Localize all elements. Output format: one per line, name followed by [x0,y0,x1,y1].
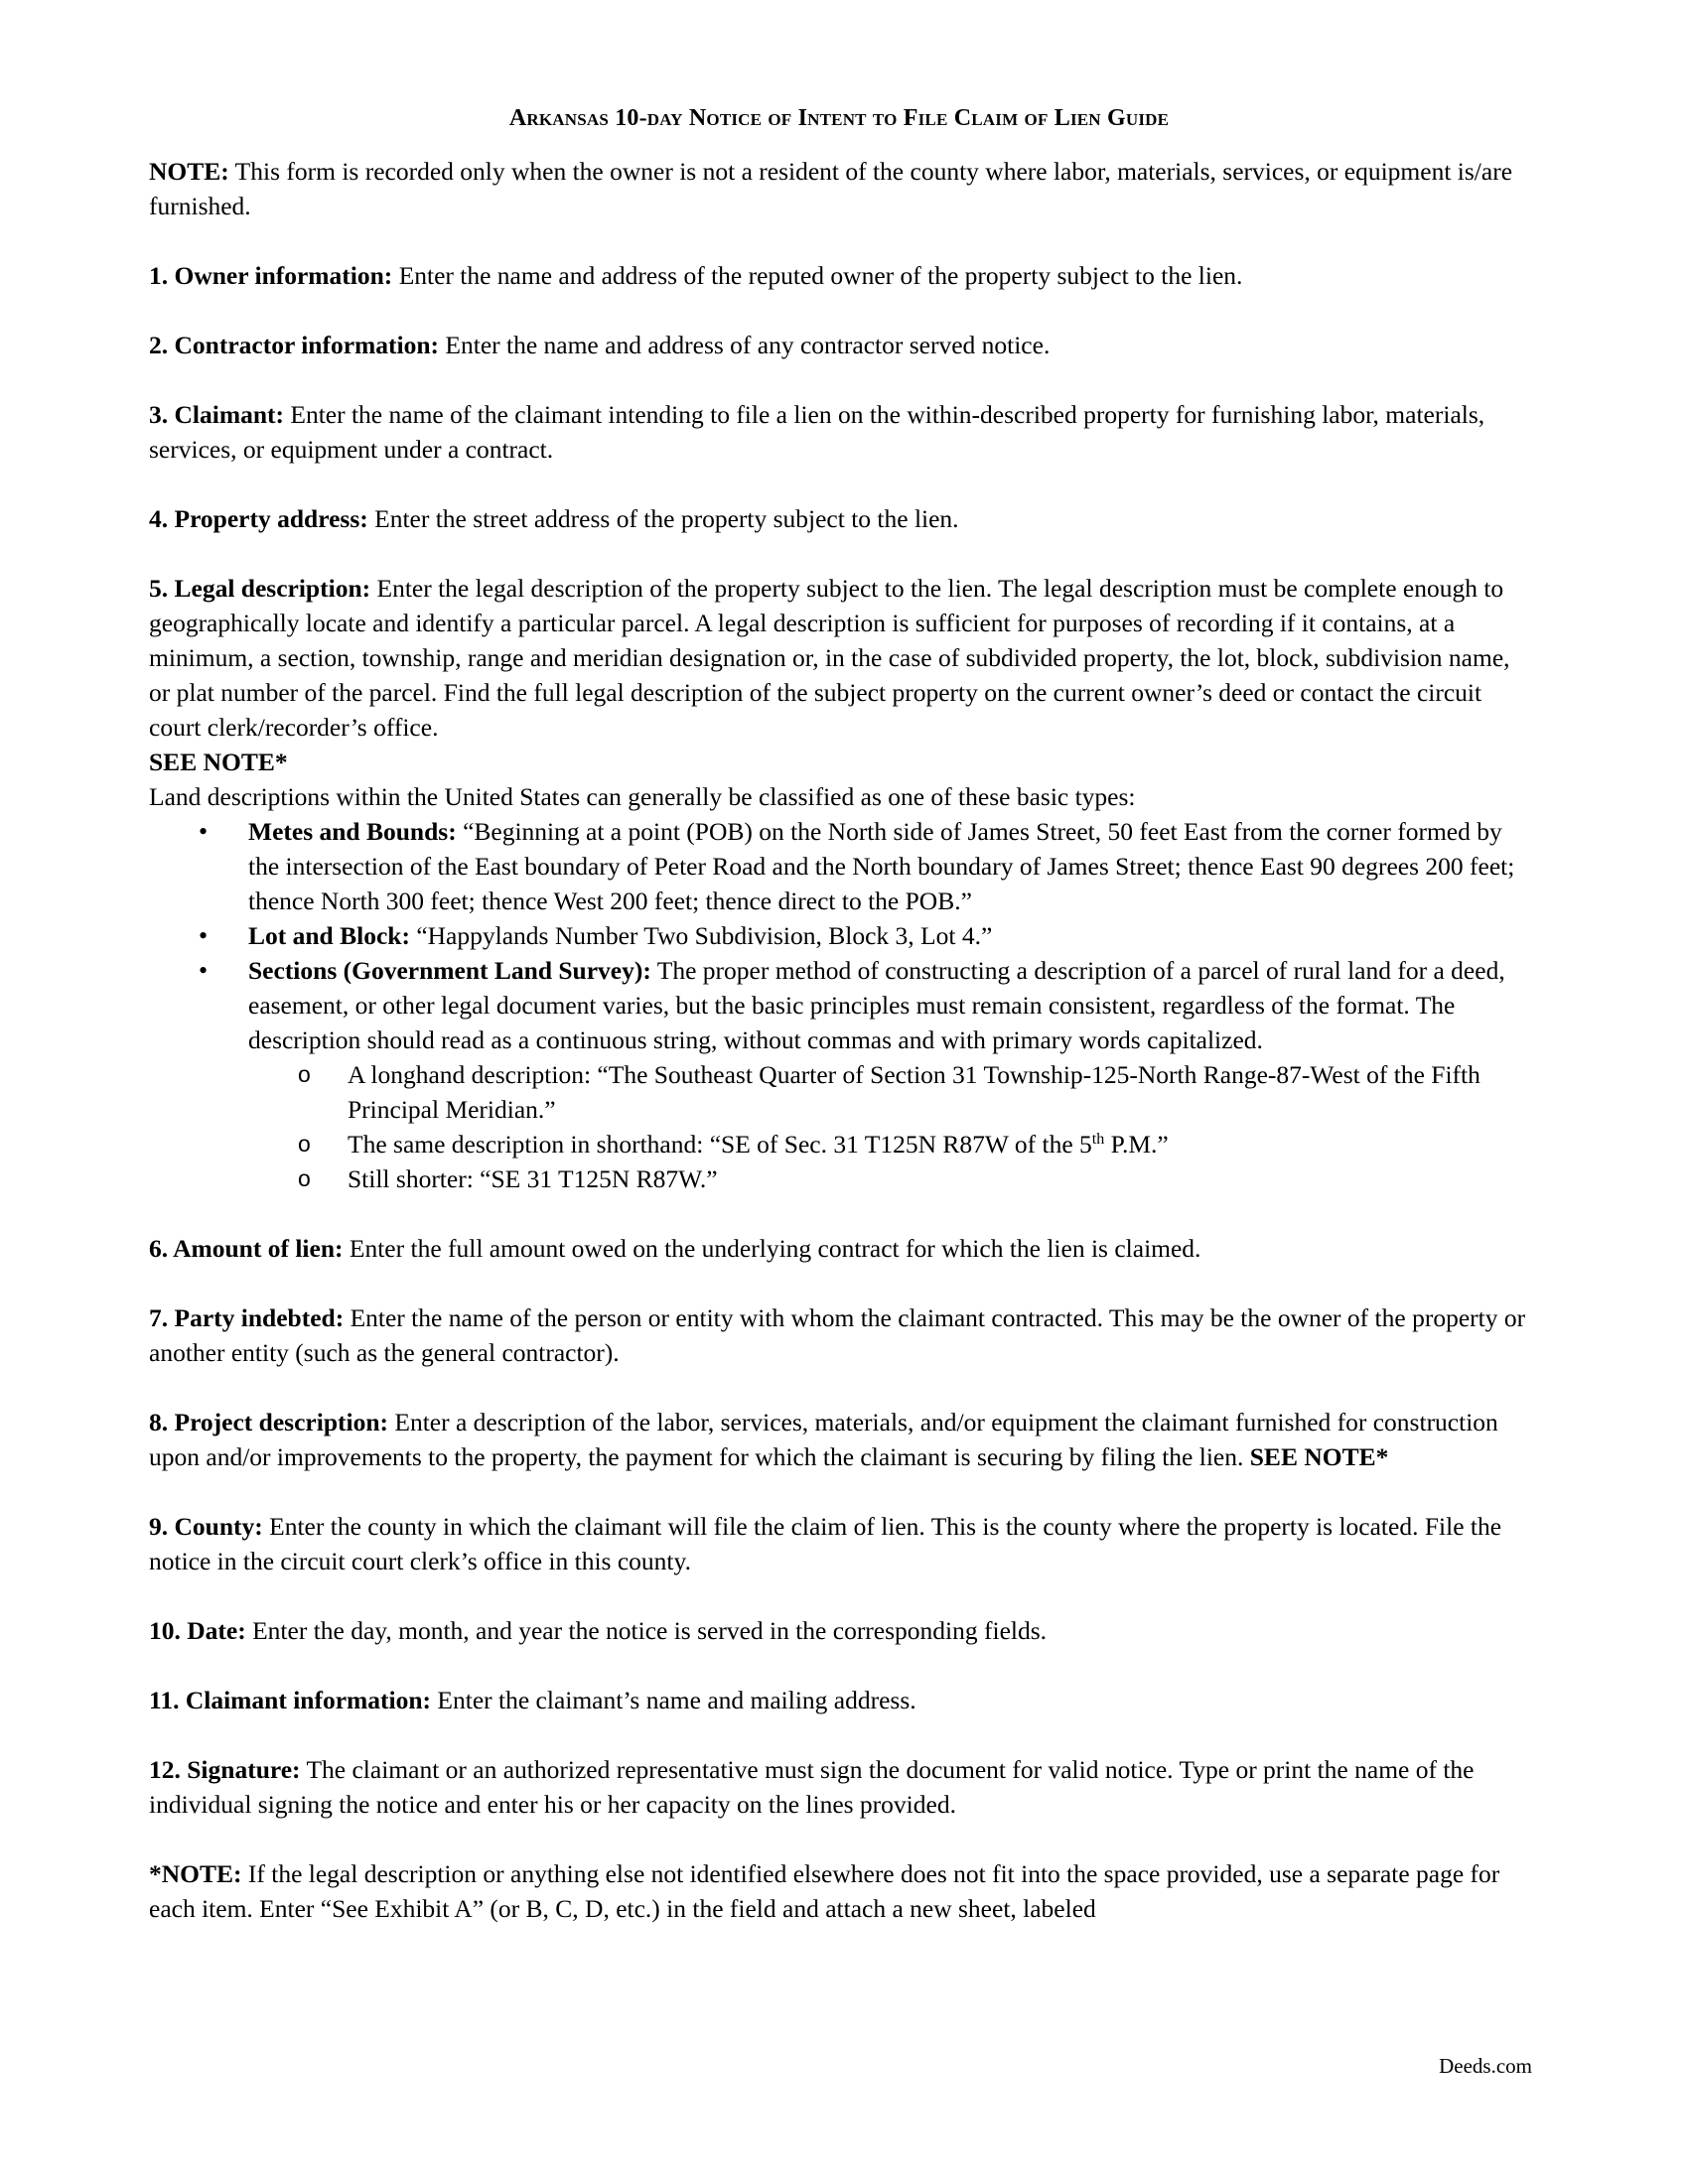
intro-note-label: NOTE: [149,157,229,186]
item-claimant [149,397,1529,467]
item-text: Enter a description of the labor, services, materials, and/or equipment the claimant furnished for construction upon and/or improvements to the property, the payment for which the claimant is securing by filing the lien. [149,1408,1498,1471]
item-owner-information [149,258,1529,293]
land-type-text: “Beginning at a point (POB) on the North side of James Street, 50 feet East from the corner formed by the intersection of the East boundary of Peter Road and the North boundary of James Street; thence East 90 degrees 200 feet; thence North 300 feet; thence West 200 feet; thence direct to the POB.” [248,817,1515,915]
final-note [149,1856,1529,1926]
document-body [149,101,1529,1926]
item-property-address [149,501,1529,536]
example-shorter: o Still shorter: “SE 31 T125N R87W.” [248,1161,1529,1196]
land-type-lot-and-block [149,918,1529,953]
item-label: 5. Legal description: [149,574,371,603]
item-label: 9. County: [149,1512,263,1541]
item-label: 7. Party indebted: [149,1303,345,1332]
land-type-text: “Happylands Number Two Subdivision, Block 3, Lot 4.” [409,921,993,950]
item-county [149,1509,1529,1578]
land-types-list [149,814,1529,1196]
land-type-label: Lot and Block: [248,921,410,950]
item-date [149,1613,1529,1648]
see-note-marker: SEE NOTE* [1249,1442,1389,1471]
item-party-indebted [149,1300,1529,1370]
item-text: Enter the name and address of any contractor served notice. [439,331,1051,359]
item-label: 12. Signature: [149,1755,301,1784]
land-type-metes-and-bounds [149,814,1529,918]
example-shorthand [248,1127,1529,1161]
item-text: Enter the street address of the property subject to the lien. [367,504,959,533]
see-note-marker: SEE NOTE* [149,748,288,776]
item-text: Enter the claimant’s name and mailing address. [431,1686,916,1714]
final-note-text: If the legal description or anything else not identified elsewhere does not fit into the space provided, use a separate page for each item. Enter “See Exhibit A” (or B, C, D, etc.) in the field and attach a new sheet, labeled [149,1859,1500,1923]
item-text: Enter the name of the person or entity with whom the claimant contracted. This may be the owner of the property or another entity (such as the general contractor). [149,1303,1526,1367]
item-label: 2. Contractor information: [149,331,440,359]
section-examples-list [248,1057,1529,1196]
item-text: Enter the county in which the claimant will file the claim of lien. This is the county where the property is located. File the notice in the circuit court clerk’s office in this county. [149,1512,1502,1575]
ordinal-suffix: th [1091,1131,1105,1148]
item-label: 8. Project description: [149,1408,389,1436]
item-label: 4. Property address: [149,504,368,533]
item-text: Enter the legal description of the property subject to the lien. The legal description must be complete enough to geographically locate and identify a particular parcel. A legal description is sufficient for purposes of recording if it contains, at a minimum, a section, township, range and meridian designation or, in the case of subdivided property, the lot, block, subdivision name, or plat number of the parcel. Find the full legal description of the subject property on the current owner’s deed or contact the circuit court clerk/recorder’s office. [149,574,1510,742]
item-label: 10. Date: [149,1616,246,1645]
land-type-label: Sections (Government Land Survey): [248,956,651,985]
item-signature [149,1752,1529,1822]
item-label: 1. Owner information: [149,261,393,290]
item-text: The claimant or an authorized representative must sign the document for valid notice. Type or print the name of the individual signing the notice and enter his or her capacity on the lines provided. [149,1755,1475,1819]
legal-description-paragraph [149,571,1529,779]
item-text: Enter the name and address of the reputed owner of the property subject to the lien. [392,261,1243,290]
item-text: Enter the day, month, and year the notice is served in the corresponding fields. [245,1616,1048,1645]
item-text: Enter the name of the claimant intending to file a lien on the within-described property for furnishing labor, materials, services, or equipment under a contract. [149,400,1485,464]
item-legal-description [149,571,1529,1196]
land-type-label: Metes and Bounds: [248,817,457,846]
item-project-description [149,1405,1529,1474]
shorthand-text: The same description in shorthand: “SE of Sec. 31 T125N R87W of the 5 [348,1130,1092,1159]
item-claimant-information [149,1683,1529,1717]
land-types-intro: Land descriptions within the United States can generally be classified as one of these basic types: [149,782,1136,811]
item-label: 11. Claimant information: [149,1686,432,1714]
item-amount-of-lien [149,1231,1529,1266]
example-longhand: o A longhand description: “The Southeast Quarter of Section 31 Township-125-North Range-87-West of the Fifth Principal Meridian.” [248,1057,1529,1127]
land-type-sections [149,953,1529,1196]
intro-note-text: This form is recorded only when the owner is not a resident of the county where labor, materials, services, or equipment is/are furnished. [149,157,1513,220]
item-contractor-information [149,328,1529,362]
final-note-label: *NOTE: [149,1859,242,1888]
shorthand-end: P.M.” [1104,1130,1169,1159]
item-label: 6. Amount of lien: [149,1234,344,1263]
page-title: Arkansas 10-day Notice of Intent to File Claim of Lien Guide [508,105,1170,131]
intro-note [149,154,1529,223]
item-text: Enter the full amount owed on the underlying contract for which the lien is claimed. [343,1234,1201,1263]
item-label: 3. Claimant: [149,400,284,429]
footer-site-name: Deeds.com [1439,2054,1532,2078]
land-type-text: The proper method of constructing a description of a parcel of rural land for a deed, easement, or other legal document varies, but the basic principles must remain consistent, regardless of the format. The description should read as a continuous string, without commas and with primary words capitalized. [248,956,1505,1054]
